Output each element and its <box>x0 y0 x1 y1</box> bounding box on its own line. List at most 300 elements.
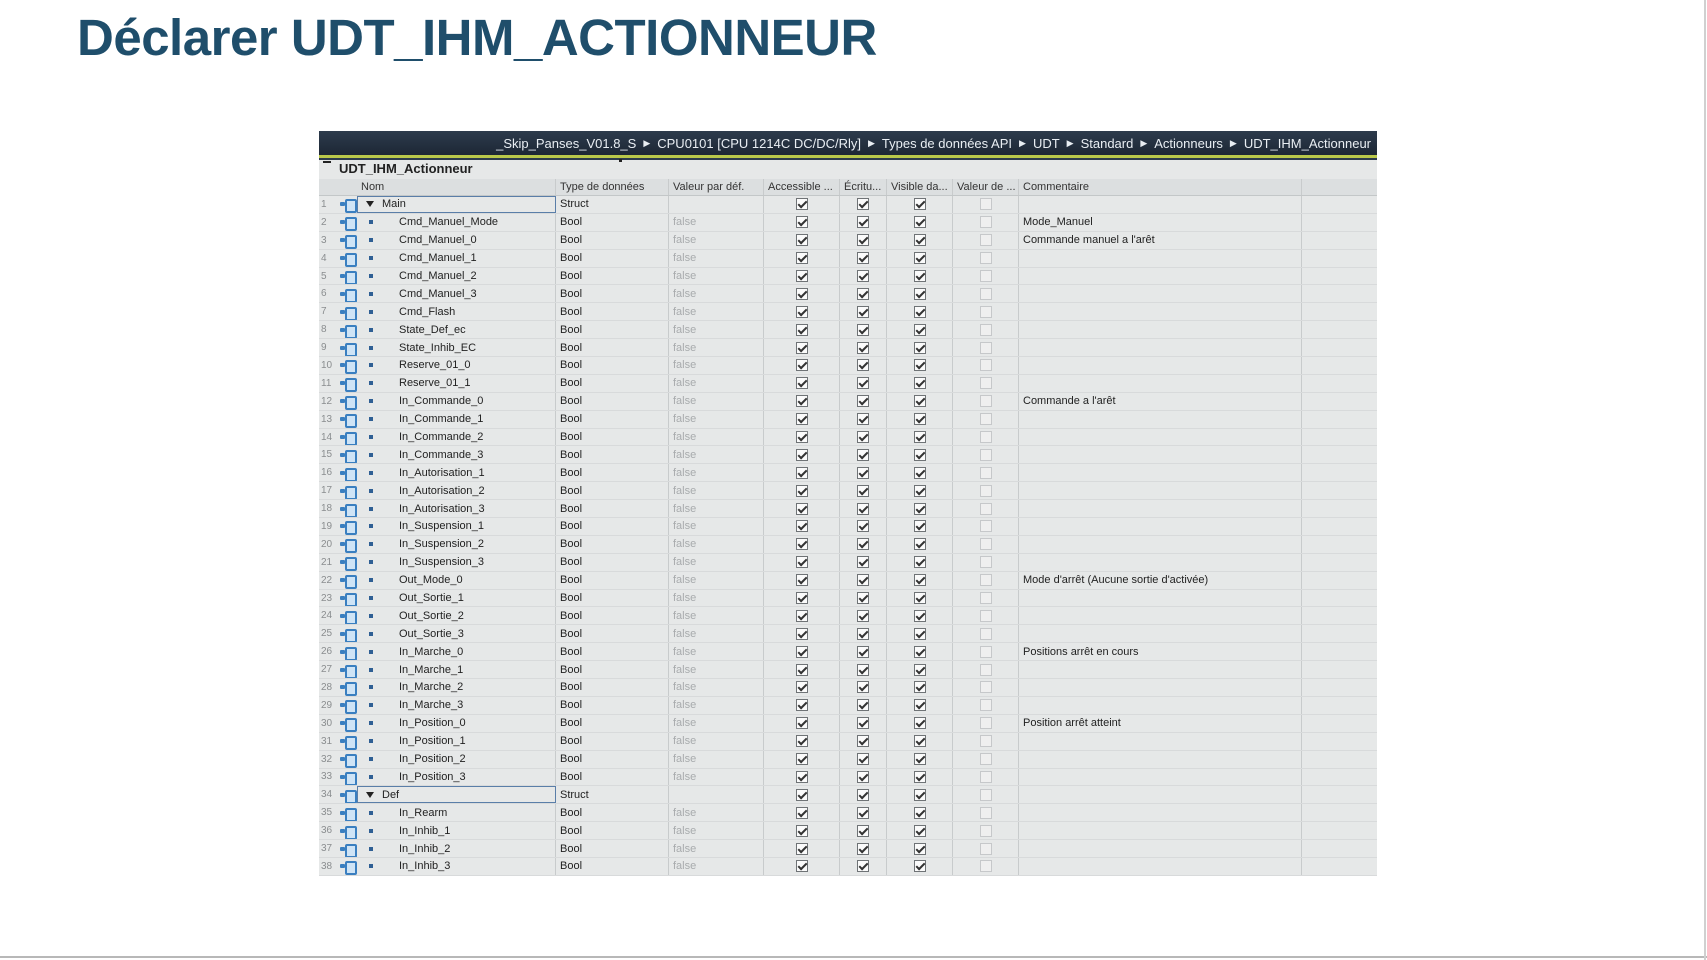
default-cell[interactable]: false <box>669 232 764 249</box>
accessible-checkbox[interactable] <box>796 377 808 389</box>
default-cell[interactable]: false <box>669 339 764 356</box>
comment-cell[interactable] <box>1019 822 1302 839</box>
comment-cell[interactable] <box>1019 733 1302 750</box>
type-cell[interactable]: Bool <box>556 554 669 571</box>
accessible-checkbox[interactable] <box>796 771 808 783</box>
type-cell[interactable]: Bool <box>556 697 669 714</box>
table-row[interactable] <box>319 518 1377 536</box>
type-cell[interactable]: Bool <box>556 321 669 338</box>
table-row[interactable] <box>319 232 1377 250</box>
name-cell[interactable] <box>357 697 556 714</box>
default-cell[interactable]: false <box>669 518 764 535</box>
ecriture-checkbox[interactable] <box>857 646 869 658</box>
visible-checkbox[interactable] <box>914 198 926 210</box>
accessible-checkbox[interactable] <box>796 735 808 747</box>
table-row[interactable] <box>319 464 1377 482</box>
table-row[interactable] <box>319 840 1377 858</box>
table-row[interactable] <box>319 661 1377 679</box>
accessible-checkbox[interactable] <box>796 288 808 300</box>
type-cell[interactable]: Bool <box>556 679 669 696</box>
type-cell[interactable]: Bool <box>556 446 669 463</box>
col-header-name[interactable]: Nom <box>357 179 556 195</box>
visible-checkbox[interactable] <box>914 646 926 658</box>
ecriture-checkbox[interactable] <box>857 717 869 729</box>
visible-checkbox[interactable] <box>914 216 926 228</box>
comment-cell[interactable] <box>1019 446 1302 463</box>
name-cell[interactable] <box>357 446 556 463</box>
name-cell[interactable] <box>357 232 556 249</box>
comment-cell[interactable]: Position arrêt atteint <box>1019 715 1302 732</box>
table-row[interactable] <box>319 482 1377 500</box>
default-cell[interactable]: false <box>669 590 764 607</box>
name-cell[interactable] <box>357 500 556 517</box>
accessible-checkbox[interactable] <box>796 520 808 532</box>
comment-cell[interactable] <box>1019 429 1302 446</box>
visible-checkbox[interactable] <box>914 610 926 622</box>
accessible-checkbox[interactable] <box>796 699 808 711</box>
visible-checkbox[interactable] <box>914 467 926 479</box>
name-cell[interactable] <box>357 339 556 356</box>
accessible-checkbox[interactable] <box>796 395 808 407</box>
ecriture-checkbox[interactable] <box>857 234 869 246</box>
visible-checkbox[interactable] <box>914 538 926 550</box>
accessible-checkbox[interactable] <box>796 359 808 371</box>
type-cell[interactable]: Bool <box>556 572 669 589</box>
type-cell[interactable]: Bool <box>556 751 669 768</box>
default-cell[interactable] <box>669 786 764 803</box>
type-cell[interactable]: Bool <box>556 733 669 750</box>
accessible-checkbox[interactable] <box>796 234 808 246</box>
visible-checkbox[interactable] <box>914 449 926 461</box>
type-cell[interactable]: Bool <box>556 715 669 732</box>
comment-cell[interactable]: Mode d'arrêt (Aucune sortie d'activée) <box>1019 572 1302 589</box>
table-row[interactable] <box>319 751 1377 769</box>
name-cell[interactable] <box>357 661 556 678</box>
name-cell[interactable] <box>357 769 556 786</box>
name-cell[interactable] <box>357 268 556 285</box>
ecriture-checkbox[interactable] <box>857 288 869 300</box>
type-cell[interactable]: Bool <box>556 214 669 231</box>
ecriture-checkbox[interactable] <box>857 306 869 318</box>
accessible-checkbox[interactable] <box>796 843 808 855</box>
accessible-checkbox[interactable] <box>796 198 808 210</box>
comment-cell[interactable] <box>1019 697 1302 714</box>
default-cell[interactable]: false <box>669 607 764 624</box>
default-cell[interactable]: false <box>669 393 764 410</box>
accessible-checkbox[interactable] <box>796 807 808 819</box>
ecriture-checkbox[interactable] <box>857 520 869 532</box>
table-row[interactable] <box>319 321 1377 339</box>
visible-checkbox[interactable] <box>914 574 926 586</box>
ecriture-checkbox[interactable] <box>857 413 869 425</box>
type-cell[interactable]: Bool <box>556 804 669 821</box>
type-cell[interactable]: Bool <box>556 840 669 857</box>
type-cell[interactable]: Bool <box>556 482 669 499</box>
table-row[interactable] <box>319 554 1377 572</box>
default-cell[interactable]: false <box>669 464 764 481</box>
accessible-checkbox[interactable] <box>796 860 808 872</box>
comment-cell[interactable]: Commande manuel a l'arêt <box>1019 232 1302 249</box>
type-cell[interactable]: Bool <box>556 518 669 535</box>
visible-checkbox[interactable] <box>914 771 926 783</box>
name-cell[interactable] <box>357 411 556 428</box>
visible-checkbox[interactable] <box>914 681 926 693</box>
table-row[interactable] <box>319 858 1377 876</box>
ecriture-checkbox[interactable] <box>857 825 869 837</box>
accessible-checkbox[interactable] <box>796 431 808 443</box>
name-cell[interactable] <box>357 804 556 821</box>
accessible-checkbox[interactable] <box>796 825 808 837</box>
table-row[interactable] <box>319 733 1377 751</box>
comment-cell[interactable]: Mode_Manuel <box>1019 214 1302 231</box>
default-cell[interactable] <box>669 196 764 213</box>
type-cell[interactable]: Bool <box>556 607 669 624</box>
default-cell[interactable]: false <box>669 769 764 786</box>
name-cell[interactable] <box>357 554 556 571</box>
ecriture-checkbox[interactable] <box>857 503 869 515</box>
name-cell[interactable] <box>357 840 556 857</box>
comment-cell[interactable] <box>1019 268 1302 285</box>
breadcrumb-item[interactable]: UDT_IHM_Actionneur <box>1243 135 1371 151</box>
chevron-down-icon[interactable] <box>366 201 374 207</box>
breadcrumb-item[interactable]: Actionneurs <box>1154 135 1223 151</box>
accessible-checkbox[interactable] <box>796 753 808 765</box>
table-row[interactable] <box>319 339 1377 357</box>
comment-cell[interactable] <box>1019 339 1302 356</box>
visible-checkbox[interactable] <box>914 843 926 855</box>
name-cell[interactable] <box>357 607 556 624</box>
default-cell[interactable]: false <box>669 840 764 857</box>
table-row[interactable] <box>319 268 1377 286</box>
ecriture-checkbox[interactable] <box>857 681 869 693</box>
ecriture-checkbox[interactable] <box>857 610 869 622</box>
visible-checkbox[interactable] <box>914 503 926 515</box>
name-cell[interactable] <box>357 643 556 660</box>
type-cell[interactable]: Bool <box>556 590 669 607</box>
type-cell[interactable]: Bool <box>556 643 669 660</box>
accessible-checkbox[interactable] <box>796 485 808 497</box>
visible-checkbox[interactable] <box>914 342 926 354</box>
default-cell[interactable]: false <box>669 822 764 839</box>
name-cell[interactable] <box>357 357 556 374</box>
ecriture-checkbox[interactable] <box>857 843 869 855</box>
type-cell[interactable]: Bool <box>556 411 669 428</box>
comment-cell[interactable]: Commande a l'arêt <box>1019 393 1302 410</box>
default-cell[interactable]: false <box>669 554 764 571</box>
name-cell[interactable] <box>357 625 556 642</box>
comment-cell[interactable] <box>1019 661 1302 678</box>
comment-cell[interactable] <box>1019 840 1302 857</box>
table-row[interactable] <box>319 357 1377 375</box>
type-cell[interactable]: Bool <box>556 250 669 267</box>
ecriture-checkbox[interactable] <box>857 395 869 407</box>
table-row[interactable] <box>319 697 1377 715</box>
default-cell[interactable]: false <box>669 321 764 338</box>
table-row[interactable] <box>319 500 1377 518</box>
ecriture-checkbox[interactable] <box>857 699 869 711</box>
default-cell[interactable]: false <box>669 429 764 446</box>
breadcrumb-item[interactable]: Standard <box>1080 135 1134 151</box>
name-cell[interactable] <box>357 786 556 803</box>
ecriture-checkbox[interactable] <box>857 789 869 801</box>
default-cell[interactable]: false <box>669 303 764 320</box>
visible-checkbox[interactable] <box>914 431 926 443</box>
comment-cell[interactable] <box>1019 464 1302 481</box>
default-cell[interactable]: false <box>669 661 764 678</box>
comment-cell[interactable] <box>1019 536 1302 553</box>
default-cell[interactable]: false <box>669 375 764 392</box>
table-row[interactable] <box>319 590 1377 608</box>
name-cell[interactable] <box>357 858 556 875</box>
default-cell[interactable]: false <box>669 625 764 642</box>
type-cell[interactable]: Bool <box>556 500 669 517</box>
visible-checkbox[interactable] <box>914 556 926 568</box>
col-header-type[interactable]: Type de données <box>556 179 669 195</box>
visible-checkbox[interactable] <box>914 324 926 336</box>
comment-cell[interactable] <box>1019 250 1302 267</box>
type-cell[interactable]: Bool <box>556 536 669 553</box>
visible-checkbox[interactable] <box>914 252 926 264</box>
default-cell[interactable]: false <box>669 268 764 285</box>
default-cell[interactable]: false <box>669 214 764 231</box>
visible-checkbox[interactable] <box>914 485 926 497</box>
comment-cell[interactable] <box>1019 285 1302 302</box>
visible-checkbox[interactable] <box>914 807 926 819</box>
ecriture-checkbox[interactable] <box>857 574 869 586</box>
ecriture-checkbox[interactable] <box>857 431 869 443</box>
visible-checkbox[interactable] <box>914 520 926 532</box>
type-cell[interactable]: Bool <box>556 858 669 875</box>
breadcrumb-item[interactable]: CPU0101 [CPU 1214C DC/DC/Rly] <box>657 135 861 151</box>
table-row[interactable] <box>319 429 1377 447</box>
comment-cell[interactable] <box>1019 769 1302 786</box>
default-cell[interactable]: false <box>669 733 764 750</box>
name-cell[interactable] <box>357 822 556 839</box>
comment-cell[interactable] <box>1019 303 1302 320</box>
type-cell[interactable]: Bool <box>556 268 669 285</box>
type-cell[interactable]: Bool <box>556 375 669 392</box>
accessible-checkbox[interactable] <box>796 306 808 318</box>
name-cell[interactable] <box>357 536 556 553</box>
ecriture-checkbox[interactable] <box>857 449 869 461</box>
name-cell[interactable] <box>357 250 556 267</box>
name-cell[interactable] <box>357 196 556 213</box>
table-row[interactable] <box>319 625 1377 643</box>
ecriture-checkbox[interactable] <box>857 485 869 497</box>
name-cell[interactable] <box>357 751 556 768</box>
name-cell[interactable] <box>357 429 556 446</box>
visible-checkbox[interactable] <box>914 592 926 604</box>
accessible-checkbox[interactable] <box>796 556 808 568</box>
type-cell[interactable]: Struct <box>556 786 669 803</box>
default-cell[interactable]: false <box>669 697 764 714</box>
col-header-accessible[interactable]: Accessible ... <box>764 179 840 195</box>
table-row[interactable] <box>319 822 1377 840</box>
name-cell[interactable] <box>357 715 556 732</box>
accessible-checkbox[interactable] <box>796 628 808 640</box>
visible-checkbox[interactable] <box>914 359 926 371</box>
comment-cell[interactable] <box>1019 751 1302 768</box>
default-cell[interactable]: false <box>669 679 764 696</box>
table-row[interactable] <box>319 715 1377 733</box>
type-cell[interactable]: Bool <box>556 339 669 356</box>
accessible-checkbox[interactable] <box>796 503 808 515</box>
default-cell[interactable]: false <box>669 500 764 517</box>
visible-checkbox[interactable] <box>914 270 926 282</box>
visible-checkbox[interactable] <box>914 753 926 765</box>
ecriture-checkbox[interactable] <box>857 467 869 479</box>
table-row[interactable] <box>319 536 1377 554</box>
comment-cell[interactable] <box>1019 607 1302 624</box>
ecriture-checkbox[interactable] <box>857 216 869 228</box>
ecriture-checkbox[interactable] <box>857 771 869 783</box>
col-header-comment[interactable]: Commentaire <box>1019 179 1302 195</box>
type-cell[interactable]: Bool <box>556 661 669 678</box>
visible-checkbox[interactable] <box>914 735 926 747</box>
visible-checkbox[interactable] <box>914 825 926 837</box>
accessible-checkbox[interactable] <box>796 449 808 461</box>
accessible-checkbox[interactable] <box>796 681 808 693</box>
ecriture-checkbox[interactable] <box>857 860 869 872</box>
visible-checkbox[interactable] <box>914 628 926 640</box>
accessible-checkbox[interactable] <box>796 342 808 354</box>
name-cell[interactable] <box>357 464 556 481</box>
ecriture-checkbox[interactable] <box>857 324 869 336</box>
ecriture-checkbox[interactable] <box>857 592 869 604</box>
col-header-ecriture[interactable]: Écritu... <box>840 179 887 195</box>
comment-cell[interactable] <box>1019 375 1302 392</box>
comment-cell[interactable] <box>1019 411 1302 428</box>
type-cell[interactable]: Struct <box>556 196 669 213</box>
name-cell[interactable] <box>357 590 556 607</box>
name-cell[interactable] <box>357 321 556 338</box>
ecriture-checkbox[interactable] <box>857 342 869 354</box>
breadcrumb-item[interactable]: _Skip_Panses_V01.8_S <box>496 135 637 151</box>
comment-cell[interactable] <box>1019 357 1302 374</box>
comment-cell[interactable] <box>1019 500 1302 517</box>
ecriture-checkbox[interactable] <box>857 807 869 819</box>
default-cell[interactable]: false <box>669 250 764 267</box>
table-row[interactable] <box>319 572 1377 590</box>
default-cell[interactable]: false <box>669 643 764 660</box>
table-row[interactable] <box>319 769 1377 787</box>
default-cell[interactable]: false <box>669 411 764 428</box>
visible-checkbox[interactable] <box>914 717 926 729</box>
ecriture-checkbox[interactable] <box>857 377 869 389</box>
table-row[interactable] <box>319 285 1377 303</box>
accessible-checkbox[interactable] <box>796 252 808 264</box>
default-cell[interactable]: false <box>669 751 764 768</box>
default-cell[interactable]: false <box>669 572 764 589</box>
type-cell[interactable]: Bool <box>556 393 669 410</box>
comment-cell[interactable]: Positions arrêt en cours <box>1019 643 1302 660</box>
comment-cell[interactable] <box>1019 858 1302 875</box>
name-cell[interactable] <box>357 679 556 696</box>
comment-cell[interactable] <box>1019 679 1302 696</box>
table-row[interactable] <box>319 375 1377 393</box>
ecriture-checkbox[interactable] <box>857 198 869 210</box>
accessible-checkbox[interactable] <box>796 574 808 586</box>
name-cell[interactable] <box>357 285 556 302</box>
ecriture-checkbox[interactable] <box>857 664 869 676</box>
name-cell[interactable] <box>357 303 556 320</box>
type-cell[interactable]: Bool <box>556 429 669 446</box>
col-header-visible[interactable]: Visible da... <box>887 179 953 195</box>
accessible-checkbox[interactable] <box>796 467 808 479</box>
type-cell[interactable]: Bool <box>556 822 669 839</box>
name-cell[interactable] <box>357 375 556 392</box>
name-cell[interactable] <box>357 482 556 499</box>
comment-cell[interactable] <box>1019 590 1302 607</box>
breadcrumb-item[interactable]: UDT <box>1032 135 1060 151</box>
visible-checkbox[interactable] <box>914 234 926 246</box>
visible-checkbox[interactable] <box>914 288 926 300</box>
table-row[interactable] <box>319 643 1377 661</box>
chevron-down-icon[interactable] <box>366 792 374 798</box>
type-cell[interactable]: Bool <box>556 464 669 481</box>
comment-cell[interactable] <box>1019 518 1302 535</box>
ecriture-checkbox[interactable] <box>857 556 869 568</box>
col-header-default[interactable]: Valeur par déf. <box>669 179 764 195</box>
ecriture-checkbox[interactable] <box>857 538 869 550</box>
accessible-checkbox[interactable] <box>796 592 808 604</box>
name-cell[interactable] <box>357 572 556 589</box>
comment-cell[interactable] <box>1019 196 1302 213</box>
ecriture-checkbox[interactable] <box>857 270 869 282</box>
default-cell[interactable]: false <box>669 357 764 374</box>
type-cell[interactable]: Bool <box>556 357 669 374</box>
visible-checkbox[interactable] <box>914 395 926 407</box>
table-row[interactable] <box>319 303 1377 321</box>
table-row[interactable] <box>319 679 1377 697</box>
table-row[interactable] <box>319 446 1377 464</box>
visible-checkbox[interactable] <box>914 306 926 318</box>
accessible-checkbox[interactable] <box>796 270 808 282</box>
type-cell[interactable]: Bool <box>556 625 669 642</box>
default-cell[interactable]: false <box>669 536 764 553</box>
comment-cell[interactable] <box>1019 321 1302 338</box>
accessible-checkbox[interactable] <box>796 413 808 425</box>
default-cell[interactable]: false <box>669 804 764 821</box>
accessible-checkbox[interactable] <box>796 717 808 729</box>
ecriture-checkbox[interactable] <box>857 252 869 264</box>
default-cell[interactable]: false <box>669 715 764 732</box>
table-row[interactable] <box>319 196 1377 214</box>
visible-checkbox[interactable] <box>914 413 926 425</box>
visible-checkbox[interactable] <box>914 699 926 711</box>
type-cell[interactable]: Bool <box>556 232 669 249</box>
accessible-checkbox[interactable] <box>796 538 808 550</box>
table-row[interactable] <box>319 250 1377 268</box>
type-cell[interactable]: Bool <box>556 769 669 786</box>
ecriture-checkbox[interactable] <box>857 753 869 765</box>
table-row[interactable] <box>319 214 1377 232</box>
name-cell[interactable] <box>357 393 556 410</box>
breadcrumb-item[interactable]: Types de données API <box>881 135 1013 151</box>
ecriture-checkbox[interactable] <box>857 735 869 747</box>
table-row[interactable] <box>319 411 1377 429</box>
accessible-checkbox[interactable] <box>796 216 808 228</box>
default-cell[interactable]: false <box>669 446 764 463</box>
default-cell[interactable]: false <box>669 858 764 875</box>
type-cell[interactable]: Bool <box>556 303 669 320</box>
visible-checkbox[interactable] <box>914 377 926 389</box>
ecriture-checkbox[interactable] <box>857 628 869 640</box>
ecriture-checkbox[interactable] <box>857 359 869 371</box>
visible-checkbox[interactable] <box>914 860 926 872</box>
comment-cell[interactable] <box>1019 554 1302 571</box>
default-cell[interactable]: false <box>669 285 764 302</box>
